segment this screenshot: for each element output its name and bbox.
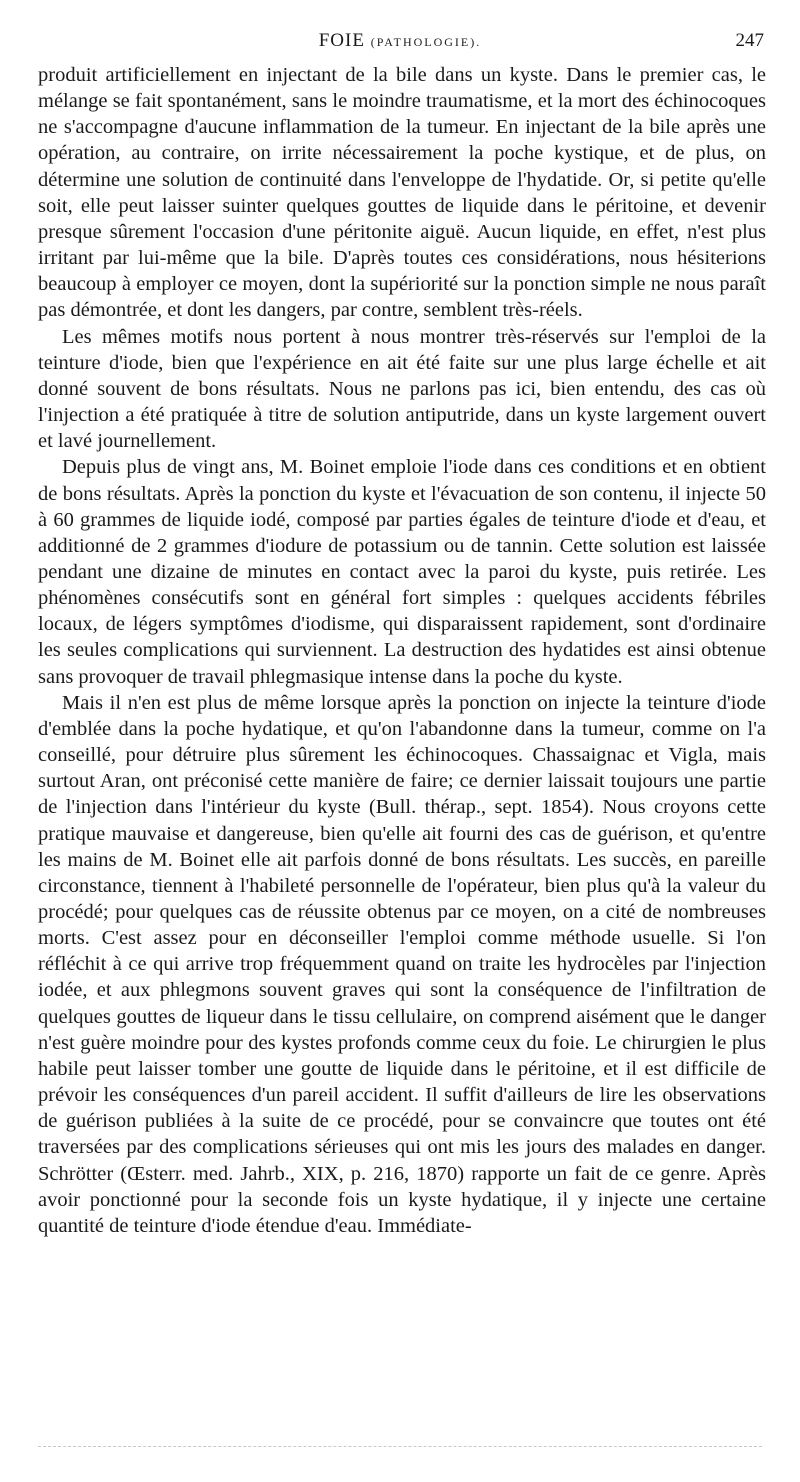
- paragraph-1: produit artificiellement en injectant de la bile dans un kyste. Dans le premier cas, le mélange se fait spontanément, sans le moindre traumatisme, et la mort des échinocoques ne s'accompagne d'aucune inflammation de la tumeur. En injectant de la bile après une opération, au contraire, on irrite nécessairement la poche kystique, et de plus, on détermine une solution de continuité dans l'enveloppe de l'hydatide. Or, si petite qu'elle soit, elle peut laisser suinter quelques gouttes de liquide dans le péritoine, et devenir presque sûrement l'occasion d'une péritonite aiguë. Aucun liquide, en effet, n'est plus irritant par lui-même que la bile. D'après toutes ces considérations, nous hésiterions beaucoup à employer ce moyen, dont la supériorité sur la ponction simple ne nous paraît pas démontrée, et dont les dangers, par contre, semblent très-réels.: [38, 64, 766, 322]
- paragraph-2: Les mêmes motifs nous portent à nous montrer très-réservés sur l'emploi de la teinture d'iode, bien que l'expérience en ait été faite sur une plus large échelle et ait donné souvent de bons résultats. Nous ne parlons pas ici, bien entendu, des cas où l'injection a été pratiquée à titre de solution antiputride, dans un kyste largement ouvert et lavé journellement.: [38, 325, 766, 453]
- running-header: [0, 30, 800, 58]
- paragraph-3: Depuis plus de vingt ans, M. Boinet emploie l'iode dans ces conditions et en obtient de bons résultats. Après la ponction du kyste et l'évacuation de son contenu, il injecte 50 à 60 grammes de liquide iodé, composé par parties égales de teinture d'iode et d'eau, et additionné de 2 grammes d'iodure de potassium ou de tannin. Cette solution est laissée pendant une dizaine de minutes en contact avec la paroi du kyste, puis retirée. Les phénomènes consécutifs sont en général fort simples : quelques accidents fébriles locaux, de légers symptômes d'iodisme, qui disparaissent rapidement, sont d'ordinaire les seules complications qui surviennent. La destruction des hydatides est ainsi obtenue sans provoquer de travail phlegmasique intense dans la poche du kyste.: [38, 456, 766, 688]
- page-number: 247: [735, 30, 764, 51]
- running-title-main: FOIE: [318, 30, 365, 51]
- running-title-section: (PATHOLOGIE).: [370, 35, 482, 49]
- body-text: [38, 62, 766, 1239]
- footer-bleed-line: [38, 1446, 762, 1447]
- running-title: [0, 30, 800, 52]
- paragraph-4: Mais il n'en est plus de même lorsque après la ponction on injecte la teinture d'iode d'emblée dans la poche hydatique, et qu'on l'abandonne dans la tumeur, comme on l'a conseillé, pour détruire plus sûrement les échinocoques. Chassaignac et Vigla, mais surtout Aran, ont préconisé cette manière de faire; ce dernier laissait toujours une partie de l'injection dans l'intérieur du kyste (Bull. thérap., sept. 1854). Nous croyons cette pratique mauvaise et dangereuse, bien qu'elle ait fourni des cas de guérison, et qu'entre les mains de M. Boinet elle ait parfois donné de bons résultats. Les succès, en pareille circonstance, tiennent à l'habileté personnelle de l'opérateur, bien plus qu'à la valeur du procédé; pour quelques cas de réussite obtenus par ce moyen, on a cité de nombreuses morts. C'est assez pour en déconseiller l'emploi comme méthode usuelle. Si l'on réfléchit à ce qui arrive trop fréquemment quand on traite les hydrocèles par l'injection iodée, et aux phlegmons souvent graves qui sont la conséquence de l'infiltration de quelques gouttes de liqueur dans le tissu cellulaire, on comprend aisément que le danger n'est guère moindre pour des kystes profonds comme ceux du foie. Le chirurgien le plus habile peut laisser tomber une goutte de liquide dans le péritoine, et il est difficile de prévoir les conséquences d'un pareil accident. Il suffit d'ailleurs de lire les observations de guérison publiées à la suite de ce procédé, pour se convaincre que toutes ont été traversées par des complications sérieuses qui ont mis les jours des malades en danger. Schrötter (Œsterr. med. Jahrb., XIX, p. 216, 1870) rapporte un fait de ce genre. Après avoir ponctionné pour la seconde fois un kyste hydatique, il y injecte une certaine quantité de teinture d'iode étendue d'eau. Immédiate-: [38, 691, 766, 1237]
